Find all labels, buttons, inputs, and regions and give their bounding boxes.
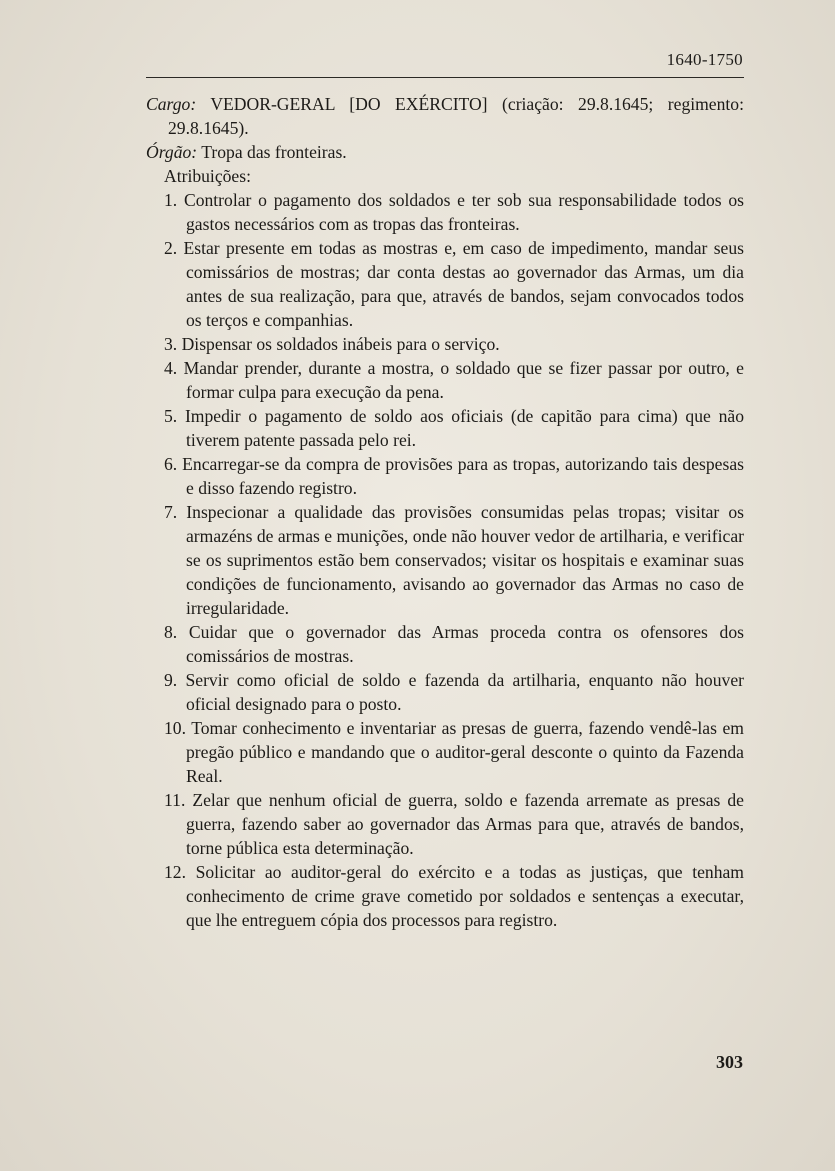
header-rule: [146, 77, 744, 78]
list-item: 2. Estar presente em todas as mostras e, em caso de impedimento, mandar seus comissários de mostras; dar conta destas ao governador das Armas, um dia antes de sua realização, para que, através de bandos, sejam convocados todos os terços e companhias.: [164, 238, 744, 330]
list-item: 4. Mandar prender, durante a mostra, o soldado que se fizer passar por outro, e formar culpa para execução da pena.: [164, 358, 744, 402]
atribuicoes-heading: Atribuições:: [164, 166, 251, 186]
list-item: 9. Servir como oficial de soldo e fazenda da artilharia, enquanto não houver oficial designado para o posto.: [164, 670, 744, 714]
orgao-line: [146, 140, 744, 164]
list-item: 7. Inspecionar a qualidade das provisões consumidas pelas tropas; visitar os armazéns de armas e munições, onde não houver vedor de artilharia, e verificar se os suprimentos estão bem conservados; visitar os hospitais e examinar suas condições de funcionamento, avisando ao governador das Armas no caso de irregularidade.: [164, 502, 744, 618]
cargo-text: VEDOR-GERAL [DO EXÉRCITO] (criação: 29.8.1645; regimento: 29.8.1645).: [168, 94, 744, 138]
orgao-label: Órgão:: [146, 142, 198, 162]
list-item: 6. Encarregar-se da compra de provisões para as tropas, autorizando tais despesas e disso fazendo registro.: [164, 454, 744, 498]
list-item: 1. Controlar o pagamento dos soldados e ter sob sua responsabilidade todos os gastos necessários com as tropas das fronteiras.: [164, 190, 744, 234]
cargo-line: [146, 92, 744, 140]
list-item: 5. Impedir o pagamento de soldo aos oficiais (de capitão para cima) que não tiverem patente passada pelo rei.: [164, 406, 744, 450]
list-item: 3. Dispensar os soldados inábeis para o serviço.: [164, 334, 500, 354]
orgao-text: Tropa das fronteiras.: [197, 142, 347, 162]
cargo-label: Cargo:: [146, 94, 197, 114]
list-item: 12. Solicitar ao auditor-geral do exército e a todas as justiças, que tenham conhecimento de crime grave cometido por soldados e sentenças a executar, que lhe entreguem cópia dos processos para registro.: [164, 862, 744, 930]
list-item: 10. Tomar conhecimento e inventariar as presas de guerra, fazendo vendê-las em pregão público e mandando que o auditor-geral desconte o quinto da Fazenda Real.: [164, 718, 744, 786]
running-head: 1640-1750: [666, 50, 743, 69]
page-number: 303: [716, 1052, 743, 1072]
page-content: [146, 92, 744, 932]
list-item: 8. Cuidar que o governador das Armas proceda contra os ofensores dos comissários de mostras.: [164, 622, 744, 666]
list-item: 11. Zelar que nenhum oficial de guerra, soldo e fazenda arremate as presas de guerra, fazendo saber ao governador das Armas para que, através de bandos, torne pública esta determinação.: [164, 790, 744, 858]
